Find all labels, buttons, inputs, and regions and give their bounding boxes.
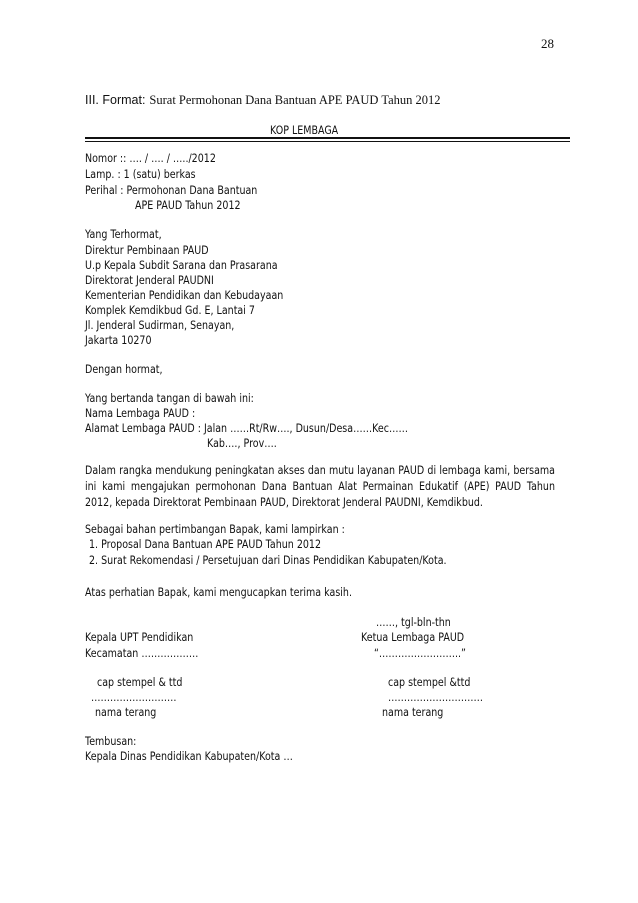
signer-line: Alamat Lembaga PAUD : Jalan ……Rt/Rw…., Dusun/Desa……Kec……	[85, 421, 408, 435]
left-signer-title: Kepala UPT Pendidikan	[85, 630, 194, 644]
letter-attachment: Lamp. : 1 (satu) berkas	[85, 167, 196, 181]
greeting: Dengan hormat,	[85, 362, 163, 376]
recipient-line: Jl. Jenderal Sudirman, Senayan,	[85, 318, 235, 332]
right-signer-name: nama terang	[382, 705, 444, 719]
left-signature-dots: ………………………	[91, 690, 177, 704]
right-signature-dots: …………………………	[388, 690, 484, 704]
closing: Atas perhatian Bapak, kami mengucapkan terima kasih.	[85, 585, 352, 599]
recipient-line: Yang Terhormat,	[85, 227, 162, 241]
place-date: ……, tgl-bln-thn	[376, 615, 451, 629]
left-signer-name: nama terang	[95, 705, 157, 719]
recipient-line: Jakarta 10270	[85, 333, 152, 347]
letterhead-rule-thick	[85, 137, 570, 139]
left-signer-subtitle: Kecamatan ………………	[85, 646, 199, 660]
recipient-line: Komplek Kemdikbud Gd. E, Lantai 7	[85, 303, 255, 317]
recipient-line: U.p Kepala Subdit Sarana dan Prasarana	[85, 258, 278, 272]
attachments-intro: Sebagai bahan pertimbangan Bapak, kami lampirkan :	[85, 522, 345, 536]
letter-number: Nomor :: …. / …. / …../2012	[85, 151, 216, 165]
letter-subject-cont: APE PAUD Tahun 2012	[135, 198, 241, 212]
signer-line: Nama Lembaga PAUD :	[85, 406, 196, 420]
recipient-line: Direktur Pembinaan PAUD	[85, 243, 209, 257]
right-stamp-note: cap stempel &ttd	[388, 675, 471, 689]
recipient-line: Kementerian Pendidikan dan Kebudayaan	[85, 288, 284, 302]
right-signer-title: Ketua Lembaga PAUD	[361, 630, 465, 644]
body-paragraph-line: Dalam rangka mendukung peningkatan akses dan mutu layanan PAUD di lembaga kami, bersama	[85, 463, 555, 477]
format-title: Surat Permohonan Dana Bantuan APE PAUD Tahun 2012	[149, 93, 441, 107]
letterhead-rule-thin	[85, 141, 570, 142]
attachment-item: 1. Proposal Dana Bantuan APE PAUD Tahun 2012	[89, 537, 322, 551]
right-signer-subtitle: “……………………..”	[374, 646, 466, 660]
cc-recipient: Kepala Dinas Pendidikan Kabupaten/Kota …	[85, 749, 293, 763]
format-label: III. Format:	[85, 93, 146, 107]
letterhead-label: KOP LEMBAGA	[270, 123, 339, 137]
attachment-item: 2. Surat Rekomendasi / Persetujuan dari Dinas Pendidikan Kabupaten/Kota.	[89, 553, 447, 567]
cc-label: Tembusan:	[85, 734, 137, 748]
signer-line: Yang bertanda tangan di bawah ini:	[85, 391, 254, 405]
body-paragraph-line: 2012, kepada Direktorat Pembinaan PAUD, Direktorat Jenderal PAUDNI, Kemdikbud.	[85, 495, 483, 509]
signer-line: Kab…., Prov….	[207, 436, 277, 450]
letter-subject: Perihal : Permohonan Dana Bantuan	[85, 183, 258, 197]
body-paragraph-line: ini kami mengajukan permohonan Dana Bantuan Alat Permainan Edukatif (APE) PAUD Tahun	[85, 479, 555, 493]
recipient-line: Direktorat Jenderal PAUDNI	[85, 273, 214, 287]
page-number: 28	[541, 36, 554, 51]
format-heading	[85, 93, 441, 107]
left-stamp-note: cap stempel & ttd	[97, 675, 183, 689]
